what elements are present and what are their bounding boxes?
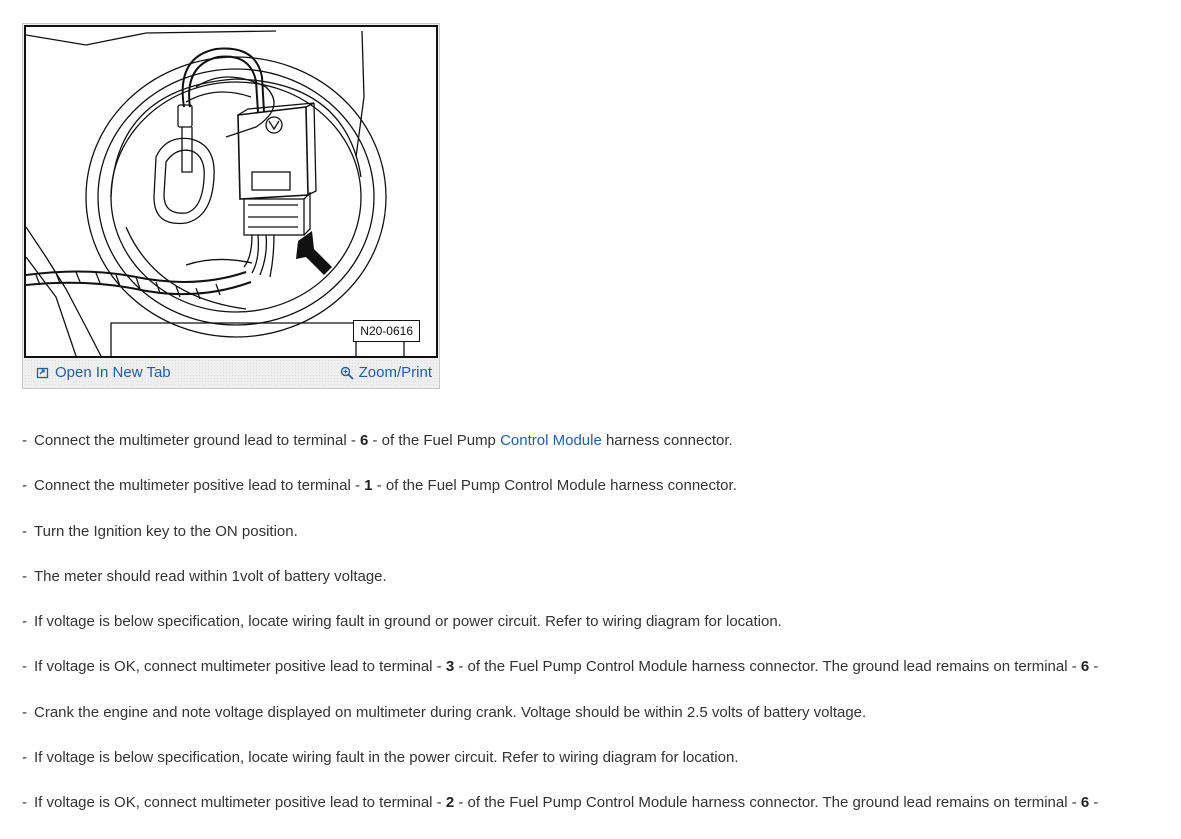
open-in-new-tab-link[interactable] — [36, 364, 171, 382]
step-1: - Connect the multimeter ground lead to terminal - 6 - of the Fuel Pump Control Module harness connector. — [22, 432, 733, 449]
zoom-print-link[interactable] — [340, 364, 432, 382]
step-4: - The meter should read within 1volt of battery voltage. — [22, 567, 387, 585]
step-9: - If voltage is OK, connect multimeter positive lead to terminal - 2 - of the Fuel Pump Control Module harness connector. The ground lead remains on terminal - 6 - — [22, 794, 1099, 812]
fuel-pump-module-illustration — [24, 25, 438, 358]
zoom-print-label: Zoom/Print — [358, 364, 432, 381]
step-7: - Crank the engine and note voltage displayed on multimeter during crank. Voltage should be within 2.5 volts of battery voltage. — [22, 703, 867, 721]
step-2: - Connect the multimeter positive lead to terminal - 1 - of the Fuel Pump Control Module harness connector. — [22, 477, 737, 495]
step-3: - Turn the Ignition key to the ON position. — [22, 522, 298, 540]
control-module-link[interactable]: Control Module — [500, 432, 602, 449]
step-5: - If voltage is below specification, locate wiring fault in ground or power circuit. Refer to wiring diagram for location. — [22, 613, 782, 631]
step-8: - If voltage is below specification, locate wiring fault in the power circuit. Refer to wiring diagram for location. — [22, 749, 739, 767]
figure-code-label: N20-0616 — [353, 320, 420, 342]
figure-toolbar — [24, 359, 438, 387]
open-in-new-tab-label: Open In New Tab — [55, 364, 171, 381]
magnifier-zoom-icon — [340, 366, 354, 380]
open-new-tab-icon — [36, 366, 50, 380]
procedure-steps — [22, 431, 1172, 839]
line-drawing — [26, 27, 436, 356]
step-6: - If voltage is OK, connect multimeter positive lead to terminal - 3 - of the Fuel Pump Control Module harness connector. The ground lead remains on terminal - 6 - — [22, 658, 1099, 676]
figure-container — [22, 23, 440, 389]
